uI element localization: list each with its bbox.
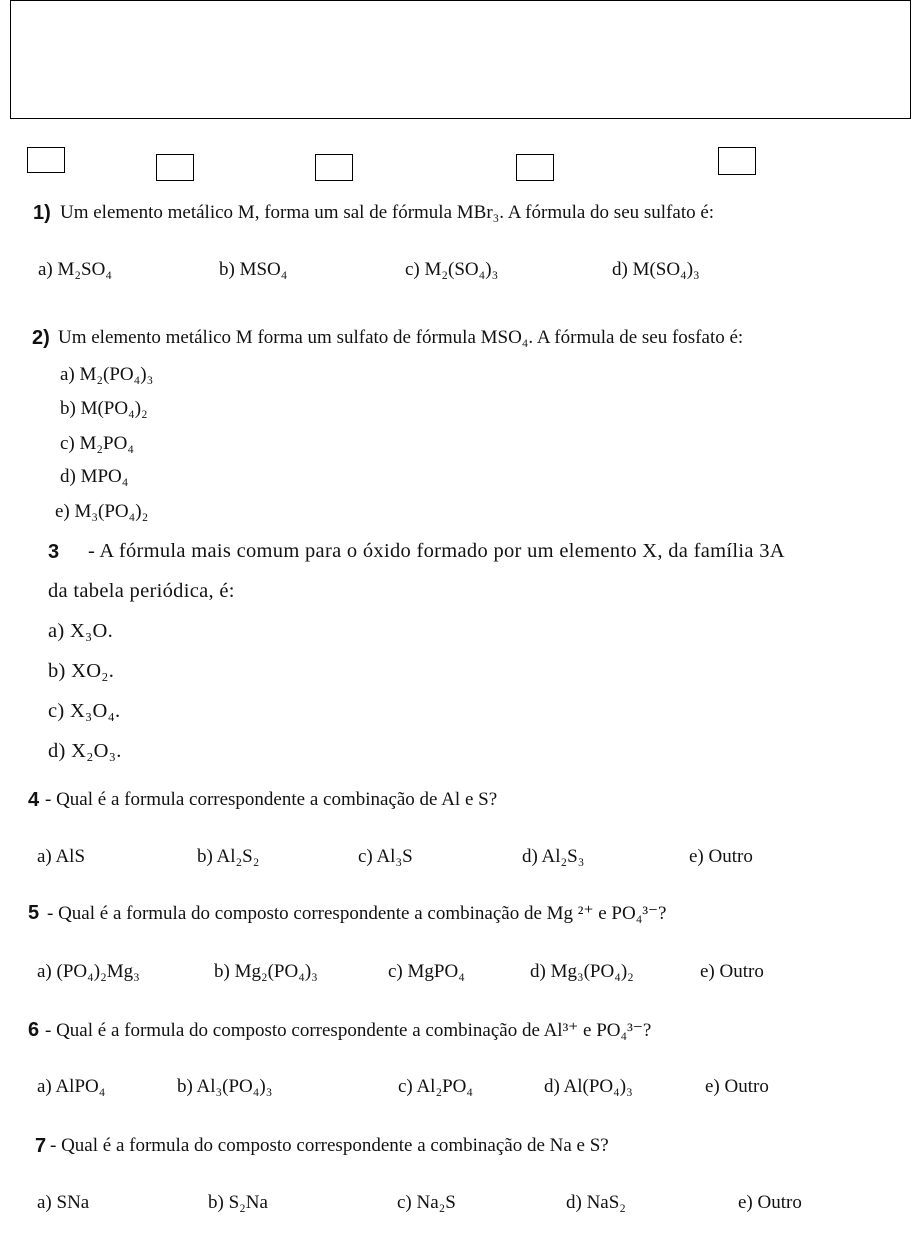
option-a[interactable]: a) AlPO₄: [37, 1076, 106, 1097]
option-b[interactable]: b) Mg₂(PO₄)₃: [214, 961, 318, 982]
question-number: 1): [33, 202, 51, 224]
option-c[interactable]: c) M₂(SO₄)₃: [405, 259, 499, 280]
question-text: - Qual é a formula correspondente a combinação de Al e S?: [45, 789, 498, 810]
question-text: - Qual é a formula do composto correspondente a combinação de Mg ²⁺ e PO₄³⁻?: [47, 903, 667, 924]
answer-box[interactable]: [156, 154, 194, 181]
option-d[interactable]: d) NaS₂: [566, 1192, 626, 1213]
option-c[interactable]: c) M₂PO₄: [60, 433, 134, 454]
option-e[interactable]: e) Outro: [738, 1192, 802, 1213]
question-number: 2): [32, 327, 50, 349]
option-c[interactable]: c) Al₂PO₄: [398, 1076, 473, 1097]
question-text: - A fórmula mais comum para o óxido formado por um elemento X, da família 3A: [88, 540, 785, 562]
option-b[interactable]: b) MSO₄: [219, 259, 288, 280]
answer-box[interactable]: [718, 147, 756, 175]
question-text: - Qual é a formula do composto correspondente a combinação de Al³⁺ e PO₄³⁻?: [45, 1020, 652, 1041]
option-b[interactable]: b) M(PO₄)₂: [60, 398, 148, 419]
question-number: 5: [28, 902, 40, 924]
answer-box[interactable]: [516, 154, 554, 181]
question-number: 6: [28, 1019, 40, 1041]
option-a[interactable]: a) (PO₄)₂Mg₃: [37, 961, 140, 982]
option-a[interactable]: a) AlS: [37, 846, 86, 867]
answer-box[interactable]: [315, 154, 353, 181]
option-e[interactable]: e) Outro: [705, 1076, 769, 1097]
option-d[interactable]: d) MPO₄: [60, 466, 129, 487]
option-a[interactable]: a) X₃O.: [48, 620, 114, 642]
option-b[interactable]: b) XO₂.: [48, 660, 115, 682]
option-d[interactable]: d) Mg₃(PO₄)₂: [530, 961, 634, 982]
question-text: Um elemento metálico M, forma um sal de fórmula MBr₃. A fórmula do seu sulfato é:: [60, 202, 715, 223]
option-d[interactable]: d) Al(PO₄)₃: [544, 1076, 633, 1097]
option-a[interactable]: a) M₂(PO₄)₃: [60, 364, 154, 385]
answer-box[interactable]: [27, 147, 65, 173]
option-a[interactable]: a) M₂SO₄: [38, 259, 112, 280]
option-b[interactable]: b) Al₂S₂: [197, 846, 260, 867]
question-text: Um elemento metálico M forma um sulfato de fórmula MSO₄. A fórmula de seu fosfato é:: [58, 327, 744, 348]
option-e[interactable]: e) Outro: [700, 961, 764, 982]
option-b[interactable]: b) S₂Na: [208, 1192, 268, 1213]
option-c[interactable]: c) MgPO₄: [388, 961, 465, 982]
question-number: 7: [35, 1135, 47, 1157]
option-d[interactable]: d) X₂O₃.: [48, 740, 122, 762]
option-c[interactable]: c) X₃O₄.: [48, 700, 121, 722]
option-c[interactable]: c) Al₃S: [358, 846, 413, 867]
question-number: 4: [28, 789, 40, 811]
option-b[interactable]: b) Al₃(PO₄)₃: [177, 1076, 273, 1097]
option-a[interactable]: a) SNa: [37, 1192, 90, 1213]
option-d[interactable]: d) Al₂S₃: [522, 846, 585, 867]
question-text: - Qual é a formula do composto correspondente a combinação de Na e S?: [50, 1135, 609, 1156]
question-text-line2: da tabela periódica, é:: [48, 580, 235, 602]
header-box: [10, 0, 911, 119]
option-e[interactable]: e) M₃(PO₄)₂: [55, 501, 149, 522]
option-c[interactable]: c) Na₂S: [397, 1192, 456, 1213]
option-e[interactable]: e) Outro: [689, 846, 753, 867]
question-number: 3: [48, 541, 60, 563]
option-d[interactable]: d) M(SO₄)₃: [612, 259, 700, 280]
